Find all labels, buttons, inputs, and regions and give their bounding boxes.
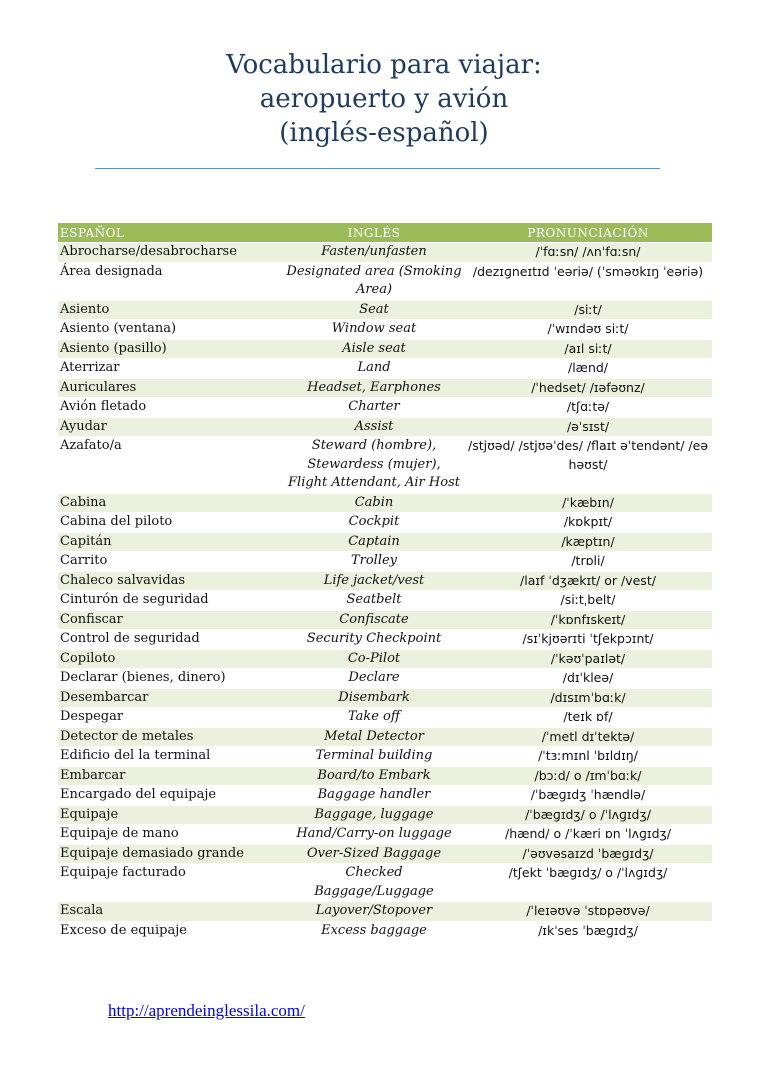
table-row (58, 591, 712, 611)
spanish-cell: Equipaje facturado (58, 864, 284, 902)
table-row (58, 708, 712, 728)
pronunciation-cell: /tʃɑːtə/ (464, 398, 712, 418)
table-row (58, 786, 712, 806)
pronunciation-cell: /ˈleɪəʊvə ˈstɒpəʊvə/ (464, 902, 712, 922)
english-cell: Seat (284, 300, 464, 320)
table-row (58, 571, 712, 591)
pronunciation-cell: /ɪkˈses ˈbæɡɪdʒ/ (464, 921, 712, 941)
header-spanish: ESPAÑOL (58, 223, 284, 243)
table-row (58, 359, 712, 379)
pronunciation-cell: /ˈəʊvəsaɪzd ˈbæɡɪdʒ/ (464, 844, 712, 864)
table-row (58, 243, 712, 263)
english-cell: Metal Detector (284, 727, 464, 747)
english-cell: Headset, Earphones (284, 378, 464, 398)
table-row (58, 320, 712, 340)
table-row (58, 747, 712, 767)
table-row (58, 493, 712, 513)
spanish-cell: Asiento (ventana) (58, 320, 284, 340)
spanish-cell: Capitán (58, 532, 284, 552)
spanish-cell: Azafato/a (58, 437, 284, 494)
spanish-cell: Despegar (58, 708, 284, 728)
english-cell: Co-Pilot (284, 649, 464, 669)
website-link[interactable]: http://aprendeinglessila.com/ (108, 1001, 305, 1020)
table-row (58, 532, 712, 552)
spanish-cell: Cabina del piloto (58, 513, 284, 533)
pronunciation-cell: /ˈfɑːsn/ /ʌnˈfɑːsn/ (464, 243, 712, 263)
table-row (58, 378, 712, 398)
pronunciation-cell: /ˈhedset/ /ɪəfəʊnz/ (464, 378, 712, 398)
table-row (58, 825, 712, 845)
english-cell: Hand/Carry-on luggage (284, 825, 464, 845)
spanish-cell: Desembarcar (58, 688, 284, 708)
pronunciation-cell: /stjʊəd/ /stjʊəˈdes/ /flaɪt əˈtendənt/ /eə həʊst/ (464, 437, 712, 494)
english-cell: Checked Baggage/Luggage (284, 864, 464, 902)
table-row (58, 610, 712, 630)
pronunciation-cell: /sɪˈkjʊərɪti ˈtʃekpɔɪnt/ (464, 630, 712, 650)
title-divider (95, 168, 660, 169)
spanish-cell: Exceso de equipaje (58, 921, 284, 941)
pronunciation-cell: /laɪf ˈdʒækɪt/ or /vest/ (464, 571, 712, 591)
spanish-cell: Asiento (pasillo) (58, 339, 284, 359)
spanish-cell: Abrocharse/desabrocharse (58, 243, 284, 263)
table-row (58, 766, 712, 786)
spanish-cell: Encargado del equipaje (58, 786, 284, 806)
english-cell: Captain (284, 532, 464, 552)
table-row (58, 669, 712, 689)
english-cell: Terminal building (284, 747, 464, 767)
pronunciation-cell: /siːtˌbelt/ (464, 591, 712, 611)
pronunciation-cell: /aɪl siːt/ (464, 339, 712, 359)
english-cell: Cockpit (284, 513, 464, 533)
spanish-cell: Equipaje de mano (58, 825, 284, 845)
pronunciation-cell: /siːt/ (464, 300, 712, 320)
pronunciation-cell: /dɪˈkleə/ (464, 669, 712, 689)
pronunciation-cell: /kɒkpɪt/ (464, 513, 712, 533)
table-row (58, 513, 712, 533)
pronunciation-cell: /bɔːd/ o /ɪmˈbɑːk/ (464, 766, 712, 786)
english-cell: Aisle seat (284, 339, 464, 359)
table-row (58, 688, 712, 708)
spanish-cell: Chaleco salvavidas (58, 571, 284, 591)
pronunciation-cell: /ˈtɜːmɪnl ˈbɪldɪŋ/ (464, 747, 712, 767)
pronunciation-cell: /dɪsɪmˈbɑːk/ (464, 688, 712, 708)
pronunciation-cell: /lænd/ (464, 359, 712, 379)
table-row (58, 339, 712, 359)
spanish-cell: Carrito (58, 552, 284, 572)
table-row (58, 649, 712, 669)
pronunciation-cell: /ˈkəʊˈpaɪlət/ (464, 649, 712, 669)
english-cell: Baggage handler (284, 786, 464, 806)
vocabulary-table (58, 223, 712, 941)
english-cell: Steward (hombre), Stewardess (mujer), Flight Attendant, Air Host (284, 437, 464, 494)
english-cell: Window seat (284, 320, 464, 340)
spanish-cell: Confiscar (58, 610, 284, 630)
spanish-cell: Embarcar (58, 766, 284, 786)
spanish-cell: Copiloto (58, 649, 284, 669)
spanish-cell: Declarar (bienes, dinero) (58, 669, 284, 689)
spanish-cell: Equipaje (58, 805, 284, 825)
english-cell: Take off (284, 708, 464, 728)
pronunciation-cell: /ˈkɒnfɪskeɪt/ (464, 610, 712, 630)
table-row (58, 398, 712, 418)
spanish-cell: Edificio del la terminal (58, 747, 284, 767)
title-line-2: aeropuerto y avión (259, 84, 509, 114)
pronunciation-cell: /əˈsɪst/ (464, 417, 712, 437)
english-cell: Baggage, luggage (284, 805, 464, 825)
table-row (58, 864, 712, 902)
spanish-cell: Detector de metales (58, 727, 284, 747)
table-row (58, 630, 712, 650)
pronunciation-cell: /dezɪɡneɪtɪd ˈeəriə/ (ˈsməʊkɪŋ ˈeəriə) (464, 262, 712, 300)
spanish-cell: Control de seguridad (58, 630, 284, 650)
pronunciation-cell: /ˈbæɡɪdʒ ˈhændlə/ (464, 786, 712, 806)
table-row (58, 921, 712, 941)
english-cell: Trolley (284, 552, 464, 572)
spanish-cell: Auriculares (58, 378, 284, 398)
pronunciation-cell: /trɒli/ (464, 552, 712, 572)
table-header-row (58, 223, 712, 243)
english-cell: Charter (284, 398, 464, 418)
english-cell: Seatbelt (284, 591, 464, 611)
spanish-cell: Asiento (58, 300, 284, 320)
header-pronunciation: PRONUNCIACIÓN (464, 223, 712, 243)
pronunciation-cell: /ˈkæbɪn/ (464, 493, 712, 513)
english-cell: Disembark (284, 688, 464, 708)
table-row (58, 262, 712, 300)
table-row (58, 727, 712, 747)
spanish-cell: Escala (58, 902, 284, 922)
english-cell: Layover/Stopover (284, 902, 464, 922)
table-row (58, 417, 712, 437)
english-cell: Life jacket/vest (284, 571, 464, 591)
english-cell: Declare (284, 669, 464, 689)
english-cell: Fasten/unfasten (284, 243, 464, 263)
table-row (58, 844, 712, 864)
spanish-cell: Aterrizar (58, 359, 284, 379)
pronunciation-cell: /ˈbæɡɪdʒ/ o /ˈlʌɡɪdʒ/ (464, 805, 712, 825)
spanish-cell: Avión fletado (58, 398, 284, 418)
pronunciation-cell: /hænd/ o /ˈkæri ɒn ˈlʌɡɪdʒ/ (464, 825, 712, 845)
title-line-1: Vocabulario para viajar: (226, 50, 542, 80)
pronunciation-cell: /kæptɪn/ (464, 532, 712, 552)
table-body (58, 243, 712, 941)
table-row (58, 805, 712, 825)
english-cell: Designated area (Smoking Area) (284, 262, 464, 300)
pronunciation-cell: /ˈmetl dɪˈtektə/ (464, 727, 712, 747)
title-line-3: (inglés-español) (279, 118, 489, 148)
table-row (58, 437, 712, 494)
table-row (58, 552, 712, 572)
english-cell: Confiscate (284, 610, 464, 630)
pronunciation-cell: /tʃekt ˈbæɡɪdʒ/ o /ˈlʌɡɪdʒ/ (464, 864, 712, 902)
english-cell: Excess baggage (284, 921, 464, 941)
spanish-cell: Área designada (58, 262, 284, 300)
spanish-cell: Equipaje demasiado grande (58, 844, 284, 864)
table-row (58, 902, 712, 922)
english-cell: Land (284, 359, 464, 379)
english-cell: Assist (284, 417, 464, 437)
spanish-cell: Cinturón de seguridad (58, 591, 284, 611)
pronunciation-cell: /teɪk ɒf/ (464, 708, 712, 728)
spanish-cell: Cabina (58, 493, 284, 513)
english-cell: Security Checkpoint (284, 630, 464, 650)
document-title (0, 48, 768, 150)
english-cell: Board/to Embark (284, 766, 464, 786)
table-row (58, 300, 712, 320)
pronunciation-cell: /ˈwɪndəʊ siːt/ (464, 320, 712, 340)
english-cell: Cabin (284, 493, 464, 513)
spanish-cell: Ayudar (58, 417, 284, 437)
english-cell: Over-Sized Baggage (284, 844, 464, 864)
header-english: INGLÉS (284, 223, 464, 243)
